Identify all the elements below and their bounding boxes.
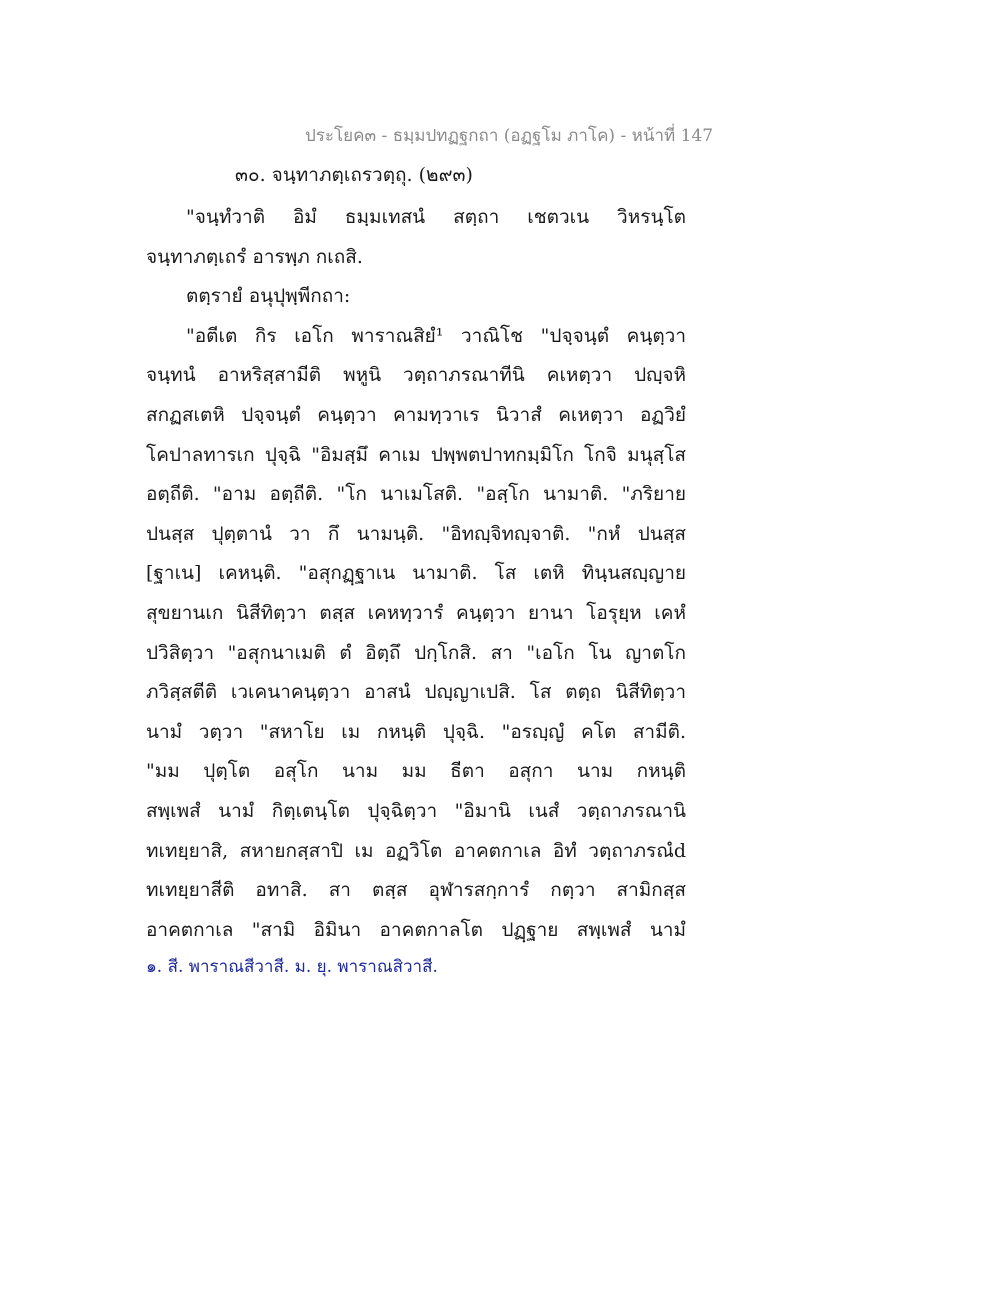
body-line: ทเทยฺยาสีติ อทาสิ. สา ตสฺส อุฬารสกฺการํ กตฺวา สามิกสฺส bbox=[146, 879, 686, 902]
body-line: "มม ปุตฺโต อสุโก นาม มม ธีตา อสุกา นาม กหนฺติ bbox=[146, 760, 686, 783]
body-line: "จนฺทํวาติ อิมํ ธมฺมเทสนํ สตฺถา เชตวเน วิหรนฺโต bbox=[186, 206, 686, 228]
body-line: สกฏสเตหิ ปจฺจนฺตํ คนฺตฺวา คามทฺวาเร นิวาสํ คเหตฺวา อฏวิยํ bbox=[146, 403, 686, 426]
section-title: ๓๐. จนฺทาภตฺเถรวตฺถุ. (๒๙๓) bbox=[235, 164, 473, 186]
body-line: จนฺทนํ อาหริสฺสามีติ พหูนิ วตฺถาภรณาทีนิ คเหตฺวา ปญฺจหิ bbox=[146, 364, 686, 387]
body-line: โคปาลทารเก ปุจฺฉิ "อิมสฺมึ คาเม ปพฺพตปาทกมฺมิโก โกจิ มนุสฺโส bbox=[146, 443, 686, 466]
body-line: สุขยานเก นิสีทิตฺวา ตสฺส เคหทฺวารํ คนฺตฺวา ยานา โอรุยฺห เคหํ bbox=[146, 601, 686, 624]
body-line: จนฺทาภตฺเถรํ อารพฺภ กเถสิ. bbox=[146, 245, 363, 268]
body-line: นามํ วตฺวา "สหาโย เม กหนฺติ ปุจฺฉิ. "อรญฺญํ คโต สามีติ. bbox=[146, 720, 686, 743]
body-line: "อตีเต กิร เอโก พาราณสิยํ¹ วาณิโช "ปจฺจนฺตํ คนฺตฺวา bbox=[186, 324, 686, 347]
body-line: ทเทยฺยาสิ, สหายกสฺสาปิ เม อฏวิโต อาคตกาเล อิทํ วตฺถาภรณํd bbox=[146, 839, 686, 862]
body-line: ตตฺรายํ อนุปุพฺพีกถา: bbox=[186, 285, 351, 308]
body-line: สพฺเพสํ นามํ กิตฺเตนฺโต ปุจฺฉิตฺวา "อิมานิ เนสํ วตฺถาภรณานิ bbox=[146, 799, 686, 822]
body-line: ภวิสฺสตีติ เวเคนาคนฺตฺวา อาสนํ ปญฺญาเปสิ. โส ตตฺถ นิสีทิตฺวา bbox=[146, 681, 686, 704]
footnote: ๑. สี. พาราณสีวาสี. ม. ยุ. พาราณสิวาสี. bbox=[146, 957, 438, 977]
body-line: อาคตกาเล "สามิ อิมินา อาคตกาลโต ปฏฺฐาย สพฺเพสํ นามํ bbox=[146, 918, 686, 941]
body-line: ปวิสิตฺวา "อสุกนาเมติ ตํ อิตฺถึ ปกฺโกสิ. สา "เอโก โน ญาตโก bbox=[146, 641, 686, 664]
body-text bbox=[146, 198, 686, 950]
body-line: [ฐาเน] เคหนฺติ. "อสุกฏฺฐาเน นามาติ. โส เตหิ ทินฺนสญฺญาย bbox=[146, 562, 686, 585]
running-header: ประโยค๓ - ธมฺมปทฏฐกถา (อฏฐโม ภาโค) - หน้าที่ 147 bbox=[305, 126, 714, 146]
body-line: ปนสฺส ปุตฺตานํ วา กึ นามนฺติ. "อิทญฺจิทญฺจาติ. "กหํ ปนสฺส bbox=[146, 522, 686, 545]
body-line: อตฺถีติ. "อาม อตฺถีติ. "โก นาเมโสติ. "อสฺโก นามาติ. "ภริยาย bbox=[146, 483, 686, 506]
